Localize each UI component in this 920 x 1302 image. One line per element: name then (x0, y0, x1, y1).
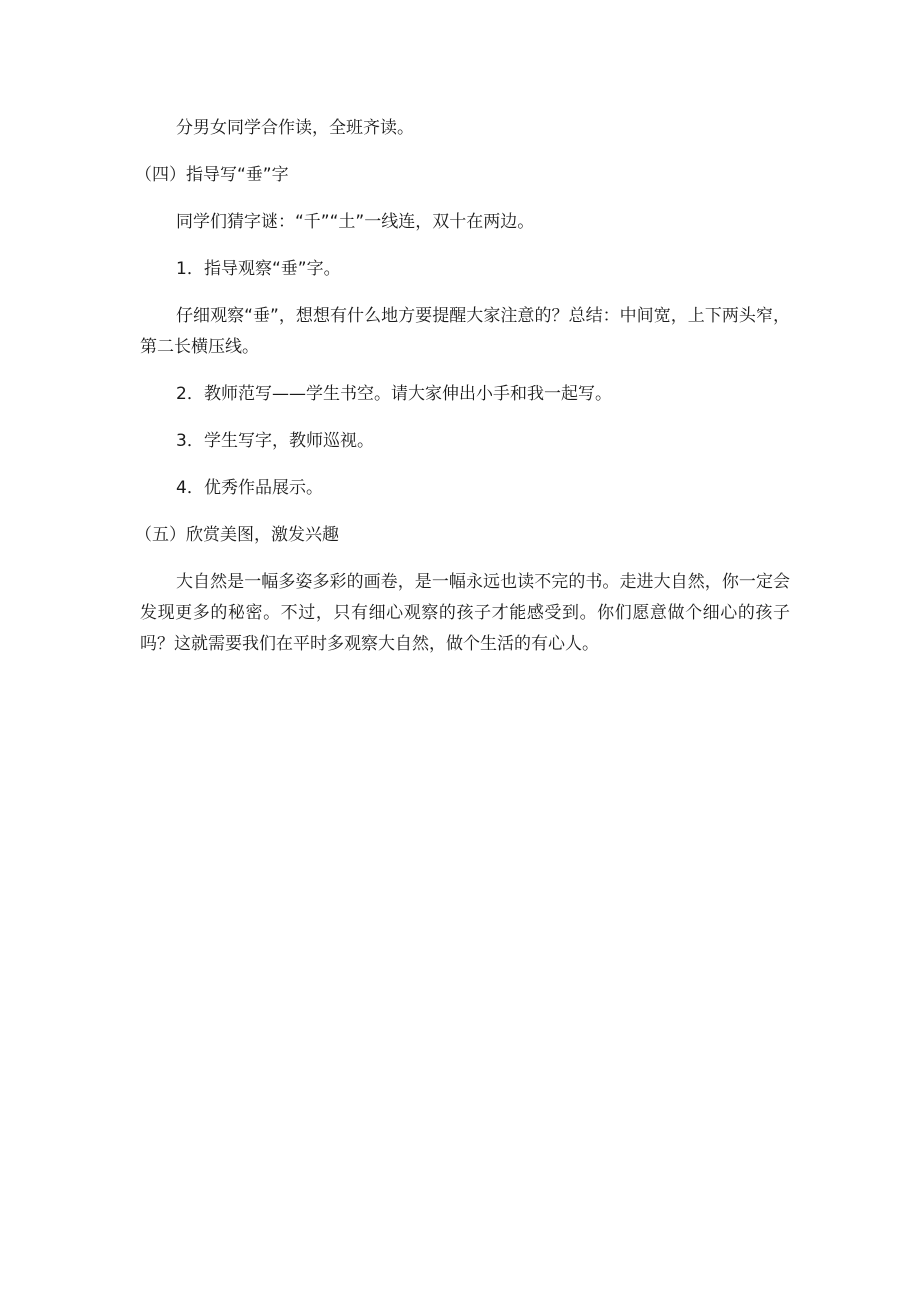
paragraph-nature: 大自然是一幅多姿多彩的画卷，是一幅永远也读不完的书。走进大自然，你一定会发现更多的秘密。不过，只有细心观察的孩子才能感受到。你们愿意做个细心的孩子吗？这就需要我们在平时多观察大自然，做个生活的有心人。 (140, 572, 790, 654)
section-heading-five: （五）欣赏美图，激发兴趣 (135, 525, 339, 545)
step-number: 4． (176, 478, 204, 498)
step-text: 教师范写——学生书空。请大家伸出小手和我一起写。 (204, 384, 612, 404)
section-heading-four: （四）指导写“垂”字 (135, 165, 289, 185)
step-number: 2． (176, 384, 204, 404)
step-text: 指导观察“垂”字。 (204, 259, 341, 279)
step-number: 1． (176, 259, 204, 279)
numbered-step-3 (140, 426, 790, 457)
numbered-step-2 (140, 379, 790, 410)
step-text: 学生写字，教师巡视。 (204, 431, 374, 451)
document-body (135, 113, 790, 676)
numbered-step-4 (140, 473, 790, 504)
step-text: 优秀作品展示。 (204, 478, 323, 498)
paragraph-riddle: 同学们猜字谜：“千”“土”一线连，双十在两边。 (176, 212, 535, 232)
step-number: 3． (176, 431, 204, 451)
numbered-step-1 (140, 254, 790, 285)
paragraph-reading-instruction: 分男女同学合作读，全班齐读。 (176, 118, 414, 138)
paragraph-observation: 仔细观察“垂”，想想有什么地方要提醒大家注意的？总结：中间宽，上下两头窄，第二长横压线。 (140, 306, 790, 357)
